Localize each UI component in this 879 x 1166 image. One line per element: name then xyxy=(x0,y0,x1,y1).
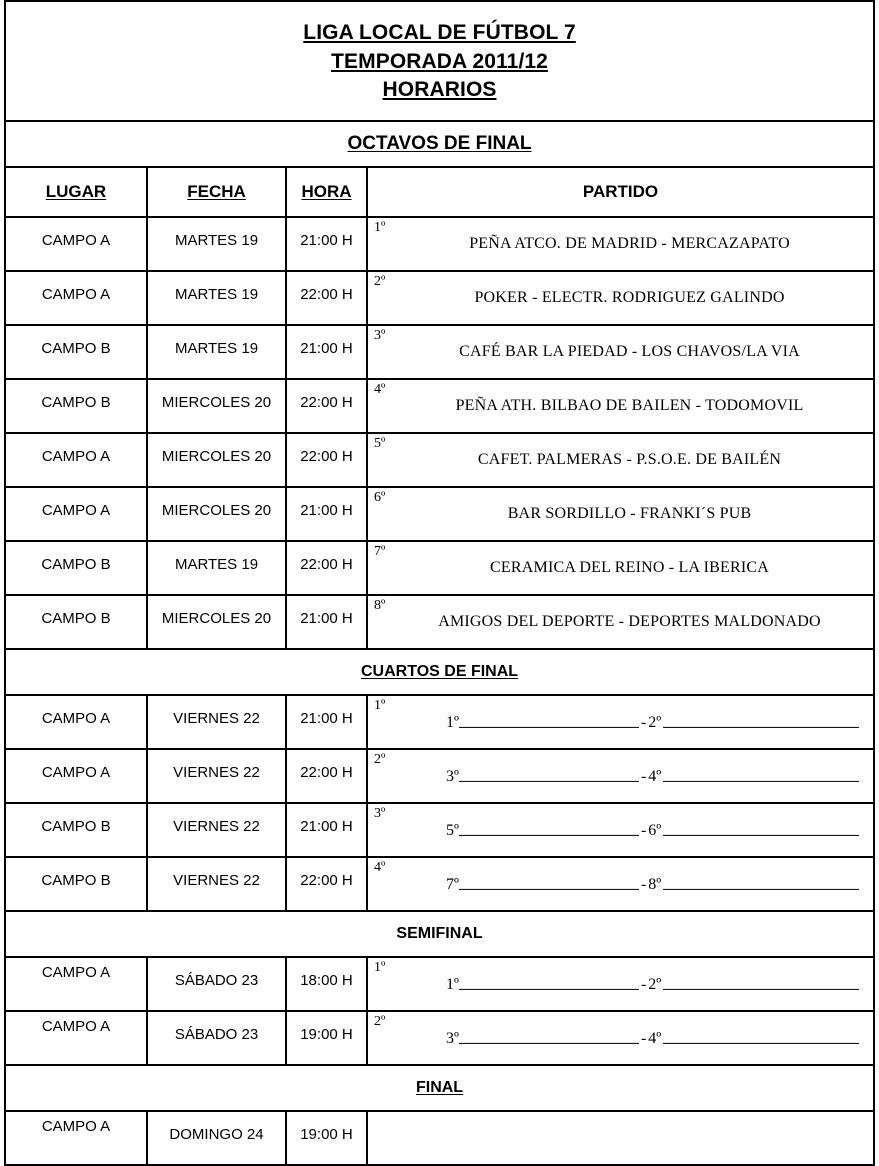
cell-lugar: CAMPO A xyxy=(5,749,147,803)
table-row xyxy=(5,433,874,487)
cell-hora: 21:00 H xyxy=(286,217,367,271)
section-row-octavos xyxy=(5,121,874,167)
cell-lugar: CAMPO B xyxy=(5,857,147,911)
seed-b: 6º xyxy=(648,821,662,839)
seed-b: 8º xyxy=(648,875,662,893)
matchup-dash: - xyxy=(640,821,647,839)
cell-partido xyxy=(367,957,874,1011)
cell-fecha: VIERNES 22 xyxy=(147,857,286,911)
title-row xyxy=(5,1,874,121)
bracket-number: 1º xyxy=(374,698,386,713)
cell-hora: 21:00 H xyxy=(286,487,367,541)
table-row xyxy=(5,595,874,649)
blank-rule-b[interactable] xyxy=(663,988,859,990)
cell-hora: 22:00 H xyxy=(286,433,367,487)
matchup-blank xyxy=(394,768,865,786)
column-header-lugar: LUGAR xyxy=(5,167,147,217)
seed-b: 2º xyxy=(648,713,662,731)
blank-rule-b[interactable] xyxy=(663,780,859,782)
cell-partido xyxy=(367,695,874,749)
cell-hora: 19:00 H xyxy=(286,1111,367,1165)
matchup-dash: - xyxy=(640,713,647,731)
cell-fecha: MARTES 19 xyxy=(147,217,286,271)
cell-hora: 21:00 H xyxy=(286,803,367,857)
cell-lugar: CAMPO A xyxy=(5,695,147,749)
cell-hora: 21:00 H xyxy=(286,325,367,379)
blank-rule-b[interactable] xyxy=(663,834,859,836)
matchup-blank xyxy=(394,976,865,994)
cell-lugar: CAMPO B xyxy=(5,379,147,433)
seed-a: 1º xyxy=(446,975,459,993)
table-row xyxy=(5,541,874,595)
cell-hora: 22:00 H xyxy=(286,857,367,911)
cell-hora: 21:00 H xyxy=(286,695,367,749)
cell-partido xyxy=(367,487,874,541)
matchup-dash: - xyxy=(640,975,647,993)
cell-lugar: CAMPO A xyxy=(5,1111,147,1165)
cell-partido xyxy=(367,325,874,379)
section-header-final xyxy=(5,1065,874,1111)
cell-hora: 18:00 H xyxy=(286,957,367,1011)
cell-partido xyxy=(367,379,874,433)
cell-hora: 22:00 H xyxy=(286,749,367,803)
cell-hora: 19:00 H xyxy=(286,1011,367,1065)
cell-fecha: MARTES 19 xyxy=(147,325,286,379)
blank-rule-a[interactable] xyxy=(459,1042,639,1044)
cell-lugar: CAMPO A xyxy=(5,1011,147,1065)
cell-lugar: CAMPO A xyxy=(5,433,147,487)
match-label: BAR SORDILLO - FRANKI´S PUB xyxy=(507,505,752,522)
bracket-number: 3º xyxy=(374,806,386,821)
schedule-body xyxy=(5,1,874,1165)
column-header-partido: PARTIDO xyxy=(367,167,874,217)
table-row xyxy=(5,379,874,433)
table-row xyxy=(5,957,874,1011)
table-row xyxy=(5,857,874,911)
cell-partido xyxy=(367,1011,874,1065)
blank-rule-a[interactable] xyxy=(459,988,639,990)
table-row xyxy=(5,487,874,541)
cell-partido xyxy=(367,433,874,487)
cell-fecha: DOMINGO 24 xyxy=(147,1111,286,1165)
matchup-dash: - xyxy=(640,767,647,785)
schedule-table xyxy=(4,0,875,1166)
table-row xyxy=(5,749,874,803)
title-line-2: TEMPORADA 2011/12 xyxy=(331,49,548,73)
match-label: CERAMICA DEL REINO - LA IBERICA xyxy=(490,559,769,576)
cell-partido xyxy=(367,541,874,595)
matchup-blank xyxy=(394,876,865,894)
matchup-dash: - xyxy=(640,1029,647,1047)
section-header-cuartos xyxy=(5,649,874,695)
match-label: POKER - ELECTR. RODRIGUEZ GALINDO xyxy=(474,289,785,306)
document-title xyxy=(5,1,874,121)
table-row xyxy=(5,803,874,857)
match-label: CAFET. PALMERAS - P.S.O.E. DE BAILÉN xyxy=(477,451,782,468)
title-line-3: HORARIOS xyxy=(382,78,497,102)
cell-partido xyxy=(367,749,874,803)
cell-fecha: VIERNES 22 xyxy=(147,695,286,749)
cell-partido xyxy=(367,803,874,857)
seed-a: 3º xyxy=(446,1029,459,1047)
matchup-blank xyxy=(394,714,865,732)
cell-partido xyxy=(367,217,874,271)
cell-fecha: VIERNES 22 xyxy=(147,803,286,857)
column-header-hora: HORA xyxy=(286,167,367,217)
title-line-1: LIGA LOCAL DE FÚTBOL 7 xyxy=(303,21,576,45)
cell-hora: 21:00 H xyxy=(286,595,367,649)
cell-partido xyxy=(367,857,874,911)
blank-rule-a[interactable] xyxy=(459,888,639,890)
cell-partido xyxy=(367,271,874,325)
bracket-number: 4º xyxy=(374,860,386,875)
match-label: PEÑA ATH. BILBAO DE BAILEN - TODOMOVIL xyxy=(455,397,804,414)
cell-lugar: CAMPO B xyxy=(5,325,147,379)
column-header-fecha: FECHA xyxy=(147,167,286,217)
cell-fecha: MARTES 19 xyxy=(147,541,286,595)
bracket-number: 2º xyxy=(374,274,386,289)
column-header-row xyxy=(5,167,874,217)
match-label: PEÑA ATCO. DE MADRID - MERCAZAPATO xyxy=(469,235,790,252)
seed-b: 4º xyxy=(648,1029,662,1047)
cell-partido xyxy=(367,595,874,649)
section-row-semifinal xyxy=(5,911,874,957)
bracket-number: 3º xyxy=(374,328,386,343)
table-row xyxy=(5,695,874,749)
cell-fecha: VIERNES 22 xyxy=(147,749,286,803)
blank-rule-a[interactable] xyxy=(459,834,639,836)
table-row xyxy=(5,1111,874,1165)
blank-rule-b[interactable] xyxy=(663,1042,859,1044)
bracket-number: 5º xyxy=(374,436,386,451)
blank-rule-a[interactable] xyxy=(459,780,639,782)
matchup-dash: - xyxy=(640,875,647,893)
cell-hora: 22:00 H xyxy=(286,379,367,433)
bracket-number: 2º xyxy=(374,1014,386,1029)
cell-lugar: CAMPO A xyxy=(5,217,147,271)
cell-fecha: MIERCOLES 20 xyxy=(147,595,286,649)
blank-rule-b[interactable] xyxy=(663,888,859,890)
blank-rule-a[interactable] xyxy=(459,726,639,728)
cell-hora: 22:00 H xyxy=(286,271,367,325)
match-label: CAFÉ BAR LA PIEDAD - LOS CHAVOS/LA VIA xyxy=(459,343,800,360)
matchup-blank xyxy=(394,1030,865,1048)
cell-fecha: MIERCOLES 20 xyxy=(147,487,286,541)
bracket-number: 2º xyxy=(374,752,386,767)
section-label-cuartos: CUARTOS DE FINAL xyxy=(361,663,519,680)
bracket-number: 8º xyxy=(374,598,386,613)
match-label: AMIGOS DEL DEPORTE - DEPORTES MALDONADO xyxy=(438,613,821,630)
section-label-semifinal: SEMIFINAL xyxy=(396,925,483,942)
bracket-number: 7º xyxy=(374,544,386,559)
cell-hora: 22:00 H xyxy=(286,541,367,595)
table-row xyxy=(5,271,874,325)
seed-a: 3º xyxy=(446,767,459,785)
cell-lugar: CAMPO B xyxy=(5,803,147,857)
cell-lugar: CAMPO A xyxy=(5,271,147,325)
section-row-final xyxy=(5,1065,874,1111)
cell-fecha: SÁBADO 23 xyxy=(147,957,286,1011)
cell-lugar: CAMPO B xyxy=(5,595,147,649)
seed-a: 7º xyxy=(446,875,459,893)
seed-a: 5º xyxy=(446,821,459,839)
seed-a: 1º xyxy=(446,713,459,731)
blank-rule-b[interactable] xyxy=(663,726,859,728)
section-label-octavos: OCTAVOS DE FINAL xyxy=(347,133,532,154)
section-header-semifinal xyxy=(5,911,874,957)
bracket-number: 6º xyxy=(374,490,386,505)
cell-lugar: CAMPO B xyxy=(5,541,147,595)
table-row xyxy=(5,1011,874,1065)
seed-b: 4º xyxy=(648,767,662,785)
cell-fecha: SÁBADO 23 xyxy=(147,1011,286,1065)
bracket-number: 4º xyxy=(374,382,386,397)
cell-partido xyxy=(367,1111,874,1165)
cell-fecha: MARTES 19 xyxy=(147,271,286,325)
matchup-blank xyxy=(394,822,865,840)
seed-b: 2º xyxy=(648,975,662,993)
section-label-final: FINAL xyxy=(415,1079,464,1096)
cell-lugar: CAMPO A xyxy=(5,487,147,541)
section-row-cuartos xyxy=(5,649,874,695)
table-row xyxy=(5,325,874,379)
bracket-number: 1º xyxy=(374,960,386,975)
cell-lugar: CAMPO A xyxy=(5,957,147,1011)
cell-fecha: MIERCOLES 20 xyxy=(147,433,286,487)
table-row xyxy=(5,217,874,271)
section-header-octavos xyxy=(5,121,874,167)
cell-fecha: MIERCOLES 20 xyxy=(147,379,286,433)
bracket-number: 1º xyxy=(374,220,386,235)
